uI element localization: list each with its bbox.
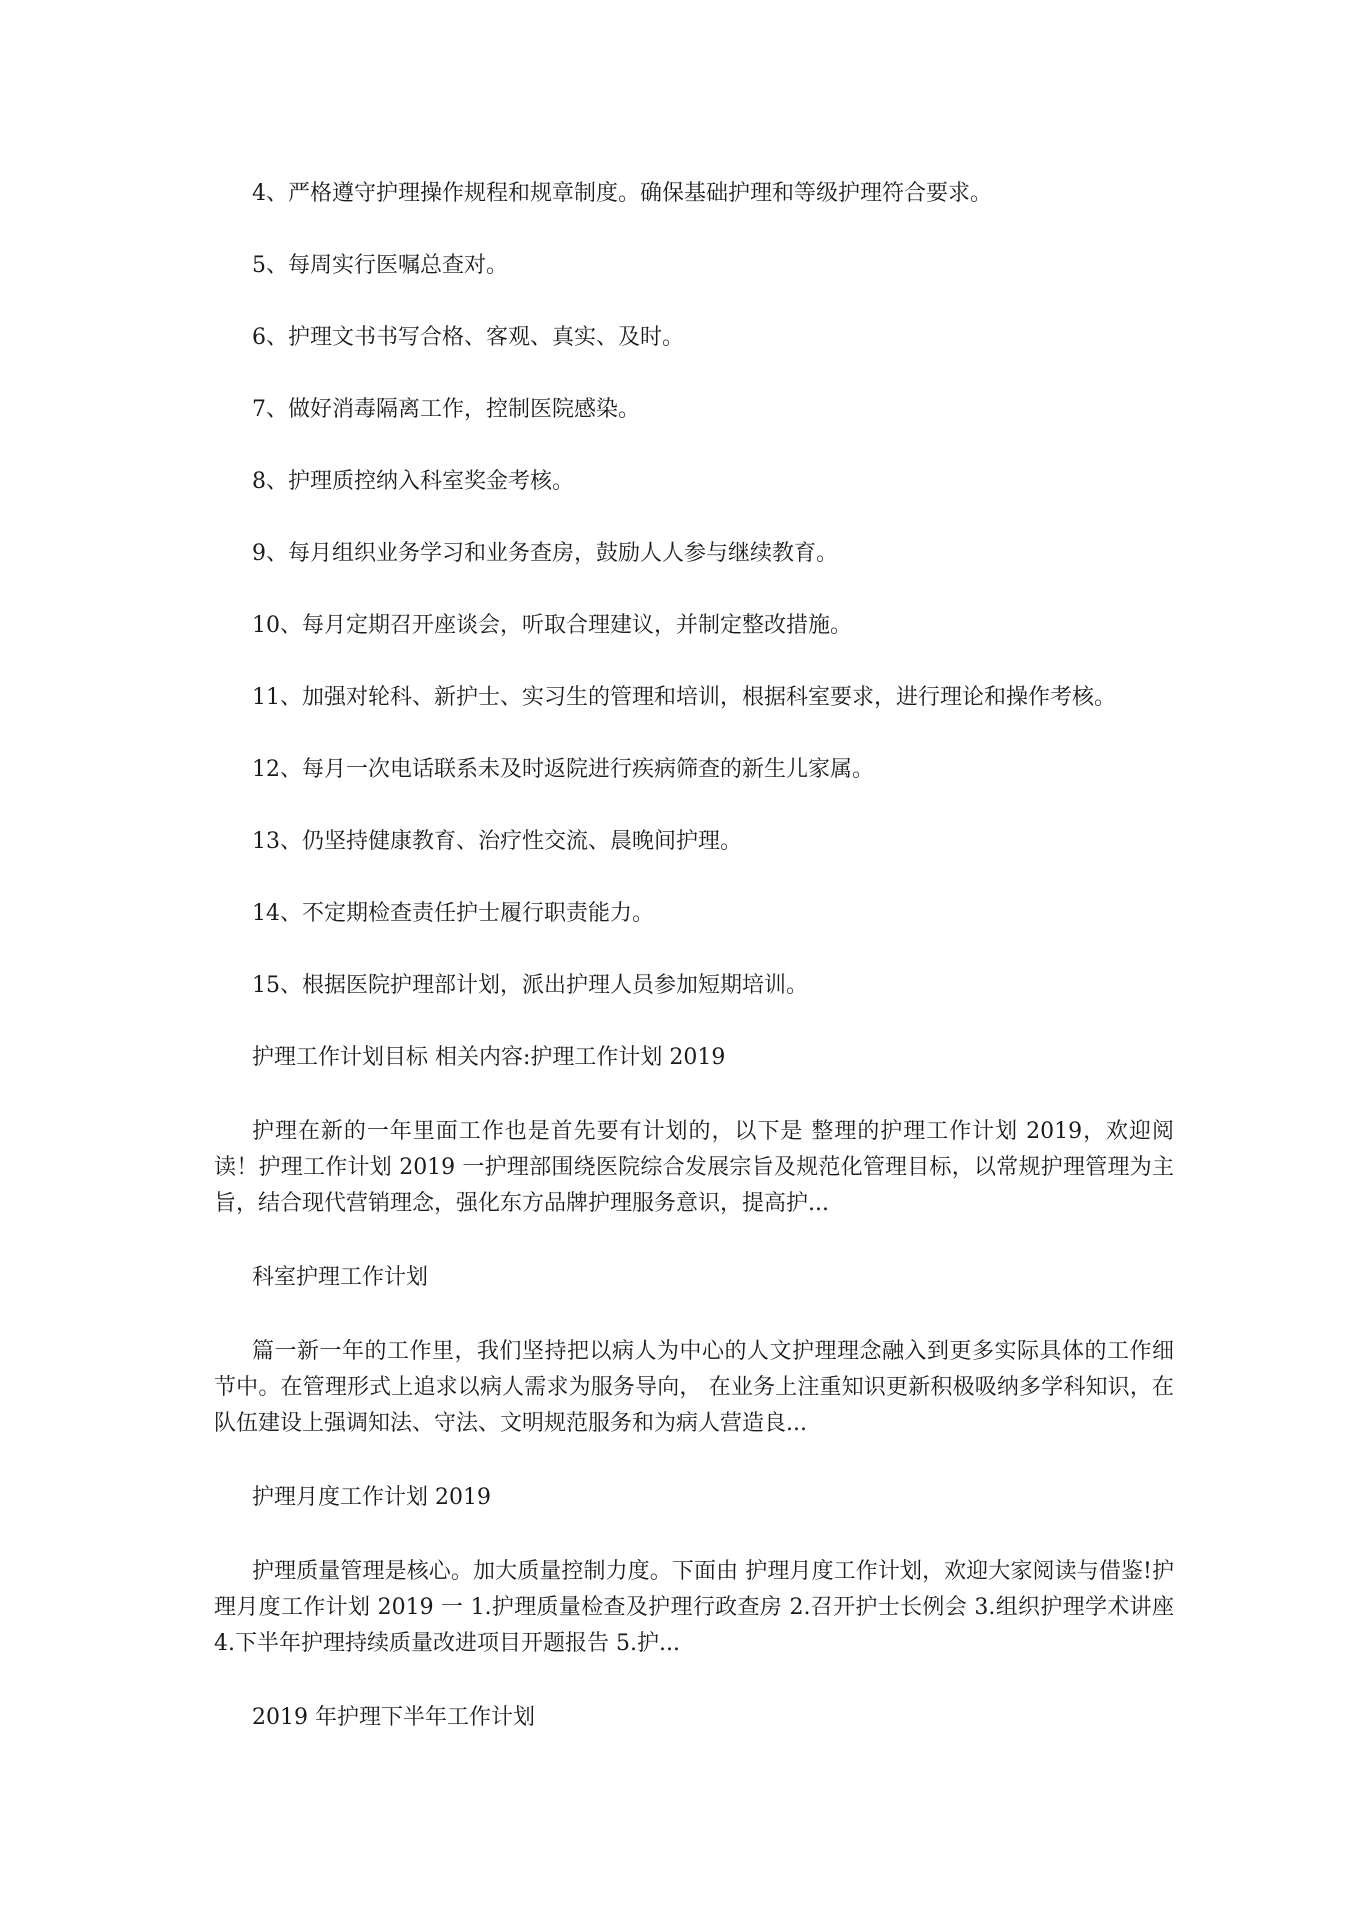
list-item: 9、每月组织业务学习和业务查房，鼓励人人参与继续教育。 <box>252 541 838 566</box>
section-body-plan-goals: 护理在新的一年里面工作也是首先要有计划的，以下是 整理的护理工作计划 2019，欢迎阅读！护理工作计划 2019 一护理部围绕医院综合发展宗旨及规范化管理目标，以常规护理管理为主旨，结合现代营销理念，强化东方品牌护理服务意识，提高护... <box>214 1119 1174 1216</box>
document-content <box>214 178 1174 1774</box>
list-item: 7、做好消毒隔离工作，控制医院感染。 <box>252 397 640 422</box>
list-item: 4、严格遵守护理操作规程和规章制度。确保基础护理和等级护理符合要求。 <box>252 181 992 206</box>
section-body-monthly-plan: 护理质量管理是核心。加大质量控制力度。下面由 护理月度工作计划，欢迎大家阅读与借鉴!护理月度工作计划 2019 一 1.护理质量检查及护理行政查房 2.召开护士长例会 3.组织护理学术讲座 4.下半年护理持续质量改进项目开题报告 5.护... <box>214 1559 1174 1656</box>
list-item: 12、每月一次电话联系未及时返院进行疾病筛查的新生儿家属。 <box>252 757 874 782</box>
section-body-department-plan: 篇一新一年的工作里，我们坚持把以病人为中心的人文护理理念融入到更多实际具体的工作细节中。在管理形式上追求以病人需求为服务导向， 在业务上注重知识更新积极吸纳多学科知识，在队伍建设上强调知法、守法、文明规范服务和为病人营造良... <box>214 1339 1174 1436</box>
list-item: 11、加强对轮科、新护士、实习生的管理和培训，根据科室要求，进行理论和操作考核。 <box>252 685 1116 710</box>
list-item: 10、每月定期召开座谈会，听取合理建议，并制定整改措施。 <box>252 613 852 638</box>
list-item: 6、护理文书书写合格、客观、真实、及时。 <box>252 325 684 350</box>
list-item: 14、不定期检查责任护士履行职责能力。 <box>252 901 654 926</box>
list-item: 15、根据医院护理部计划，派出护理人员参加短期培训。 <box>252 973 808 998</box>
section-heading-plan-goals: 护理工作计划目标 相关内容:护理工作计划 2019 <box>252 1045 726 1070</box>
section-heading-department-plan: 科室护理工作计划 <box>252 1265 429 1290</box>
list-item: 13、仍坚持健康教育、治疗性交流、晨晚间护理。 <box>252 829 742 854</box>
section-heading-second-half-plan: 2019 年护理下半年工作计划 <box>252 1705 535 1730</box>
list-item: 5、每周实行医嘱总查对。 <box>252 253 508 278</box>
list-item: 8、护理质控纳入科室奖金考核。 <box>252 469 574 494</box>
section-heading-monthly-plan: 护理月度工作计划 2019 <box>252 1485 491 1510</box>
